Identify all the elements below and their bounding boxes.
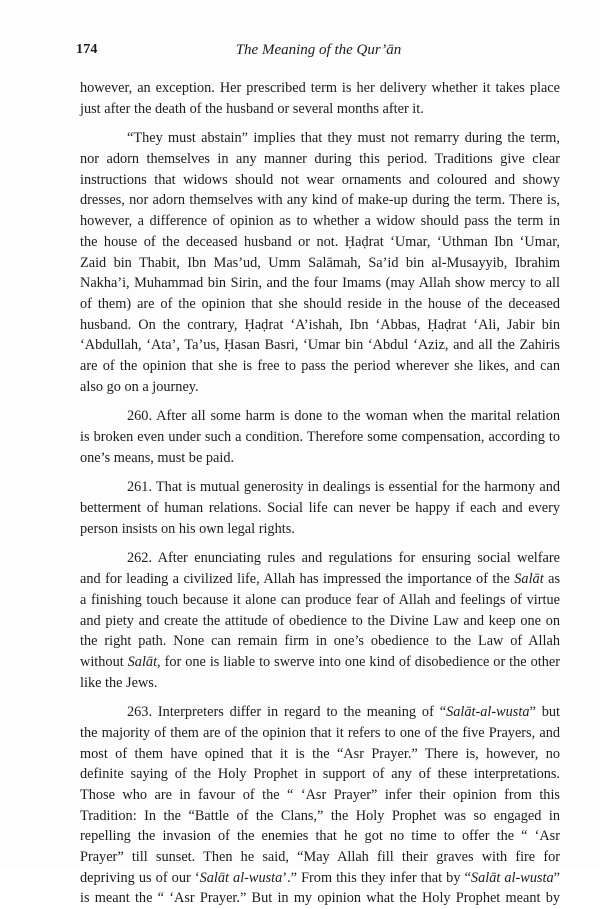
- page-body: [80, 78, 560, 909]
- text-line: Nakha’i, Muhammad bin Sirin, and the four Imams (may Allah show mercy to all: [80, 275, 560, 292]
- italic-term: Salāt-al-wusta: [446, 704, 530, 721]
- text-line: a finishing touch because it alone can produce fear of Allah and feelings of virtue: [80, 591, 560, 608]
- paragraph: [80, 702, 560, 909]
- text-line: also go on a journey.: [80, 378, 199, 395]
- text-line: Zaid bin Thabit, Ibn Mas’ud, Umm Salāmah, Sa’id bin al-Musayyib, Ibrahim: [80, 254, 560, 271]
- text-line: however, a difference of opinion as to whether a widow should pass the term in: [80, 213, 560, 230]
- text-line: betterment of human relations. Social life can never be happy if each and every: [80, 500, 560, 517]
- text-line: depriving us of our ‘Salāt al-wusta’.” From this they infer that by “Salāt al-wusta”: [80, 869, 561, 886]
- paragraph: [80, 128, 560, 397]
- text-line: however, an exception. Her prescribed term is her delivery whether it takes place: [80, 80, 560, 96]
- italic-term: Salāt al-wusta: [199, 869, 283, 886]
- page-header: [76, 42, 561, 62]
- paragraph: [80, 406, 560, 468]
- text-line: repelling the invasion of the enemies that he got no time to offer the “ ‘Asr: [80, 828, 560, 845]
- text-line: the majority of them are of the opinion that it refers to one of the five Prayers, and: [80, 724, 560, 741]
- italic-term: Salāt al-wusta: [470, 869, 554, 886]
- text-line: is meant the “ ‘Asr Prayer.” But in my opinion what the Holy Prophet meant by: [80, 890, 560, 907]
- text-line: instructions that widows should not wear ornaments and coloured and showy: [80, 171, 560, 188]
- text-line: without Salāt, for one is liable to swerve into one kind of disobedience or the other: [80, 653, 560, 670]
- text-line: Those who are in favour of the “ ‘Asr Prayer” infer their opinion from this: [80, 787, 560, 803]
- text-line: the right path. None can remain firm in one’s obedience to the Law of Allah: [80, 633, 560, 650]
- text-line: is broken even under such a condition. Therefore some compensation, according to: [80, 429, 560, 445]
- text-line: dresses, nor adorn themselves with any kind of make-up during the term. There is,: [80, 192, 560, 209]
- paragraph: [80, 477, 560, 539]
- text-line: one’s means, must be paid.: [80, 449, 235, 466]
- text-line: 260. After all some harm is done to the woman when the marital relation: [127, 408, 560, 425]
- text-line: most of them have opined that it is the “Asr Prayer.” There is, however, no: [80, 745, 560, 762]
- text-line: definite saying of the Holy Prophet in support of any of these interpretations.: [80, 766, 560, 783]
- text-line: husband. On the contrary, Ḥaḍrat ‘A’ishah, Ibn ‘Abbas, Ḥaḍrat ‘Ali, Jabir bin: [80, 316, 560, 333]
- page-number: 174: [76, 42, 98, 57]
- text-line: ‘Abdullah, ‘Ata’, Ta’us, Ḥasan Basri, ‘Umar bin ‘Abdul ‘Aziz, and all the Zahiris: [80, 337, 560, 354]
- text-line: Prayer” till sunset. Then he said, “May Allah fill their graves with fire for: [80, 849, 560, 866]
- running-title: The Meaning of the Qur’ān: [235, 42, 402, 58]
- text-line: 261. That is mutual generosity in dealings is essential for the harmony and: [127, 479, 560, 496]
- text-line: person insists on his own legal rights.: [80, 520, 295, 537]
- text-line: and for leading a civilized life, Allah has impressed the importance of the Salāt as: [80, 571, 561, 588]
- paragraph: [80, 78, 560, 119]
- text-line: like the Jews.: [80, 674, 158, 691]
- text-line: are of the opinion that she is free to pass the period wherever she likes, and can: [80, 357, 560, 374]
- text-line: “They must abstain” implies that they must not remarry during the term,: [127, 130, 560, 147]
- text-line: just after the death of the husband or several months after it.: [80, 100, 424, 117]
- text-line: nor adorn themselves in any manner during this period. Traditions give clear: [80, 151, 560, 168]
- text-line: Tradition: In the “Battle of the Clans,” the Holy Prophet was so engaged in: [80, 807, 560, 824]
- text-line: 262. After enunciating rules and regulations for ensuring social welfare: [127, 550, 560, 567]
- text-line: of them) are of the opinion that she should reside in the house of the deceased: [80, 295, 560, 312]
- italic-term: Salāt: [514, 571, 544, 588]
- paragraph: [80, 548, 560, 693]
- text-line: and piety and create the attitude of obedience to the Divine Law and keep one on: [80, 612, 560, 629]
- text-line: 263. Interpreters differ in regard to the meaning of “Salāt-al-wusta” but: [127, 704, 560, 721]
- italic-term: Salāt: [127, 653, 158, 670]
- text-line: the house of the deceased husband or not. Ḥaḍrat ‘Umar, ‘Uthman Ibn ‘Umar,: [80, 233, 560, 250]
